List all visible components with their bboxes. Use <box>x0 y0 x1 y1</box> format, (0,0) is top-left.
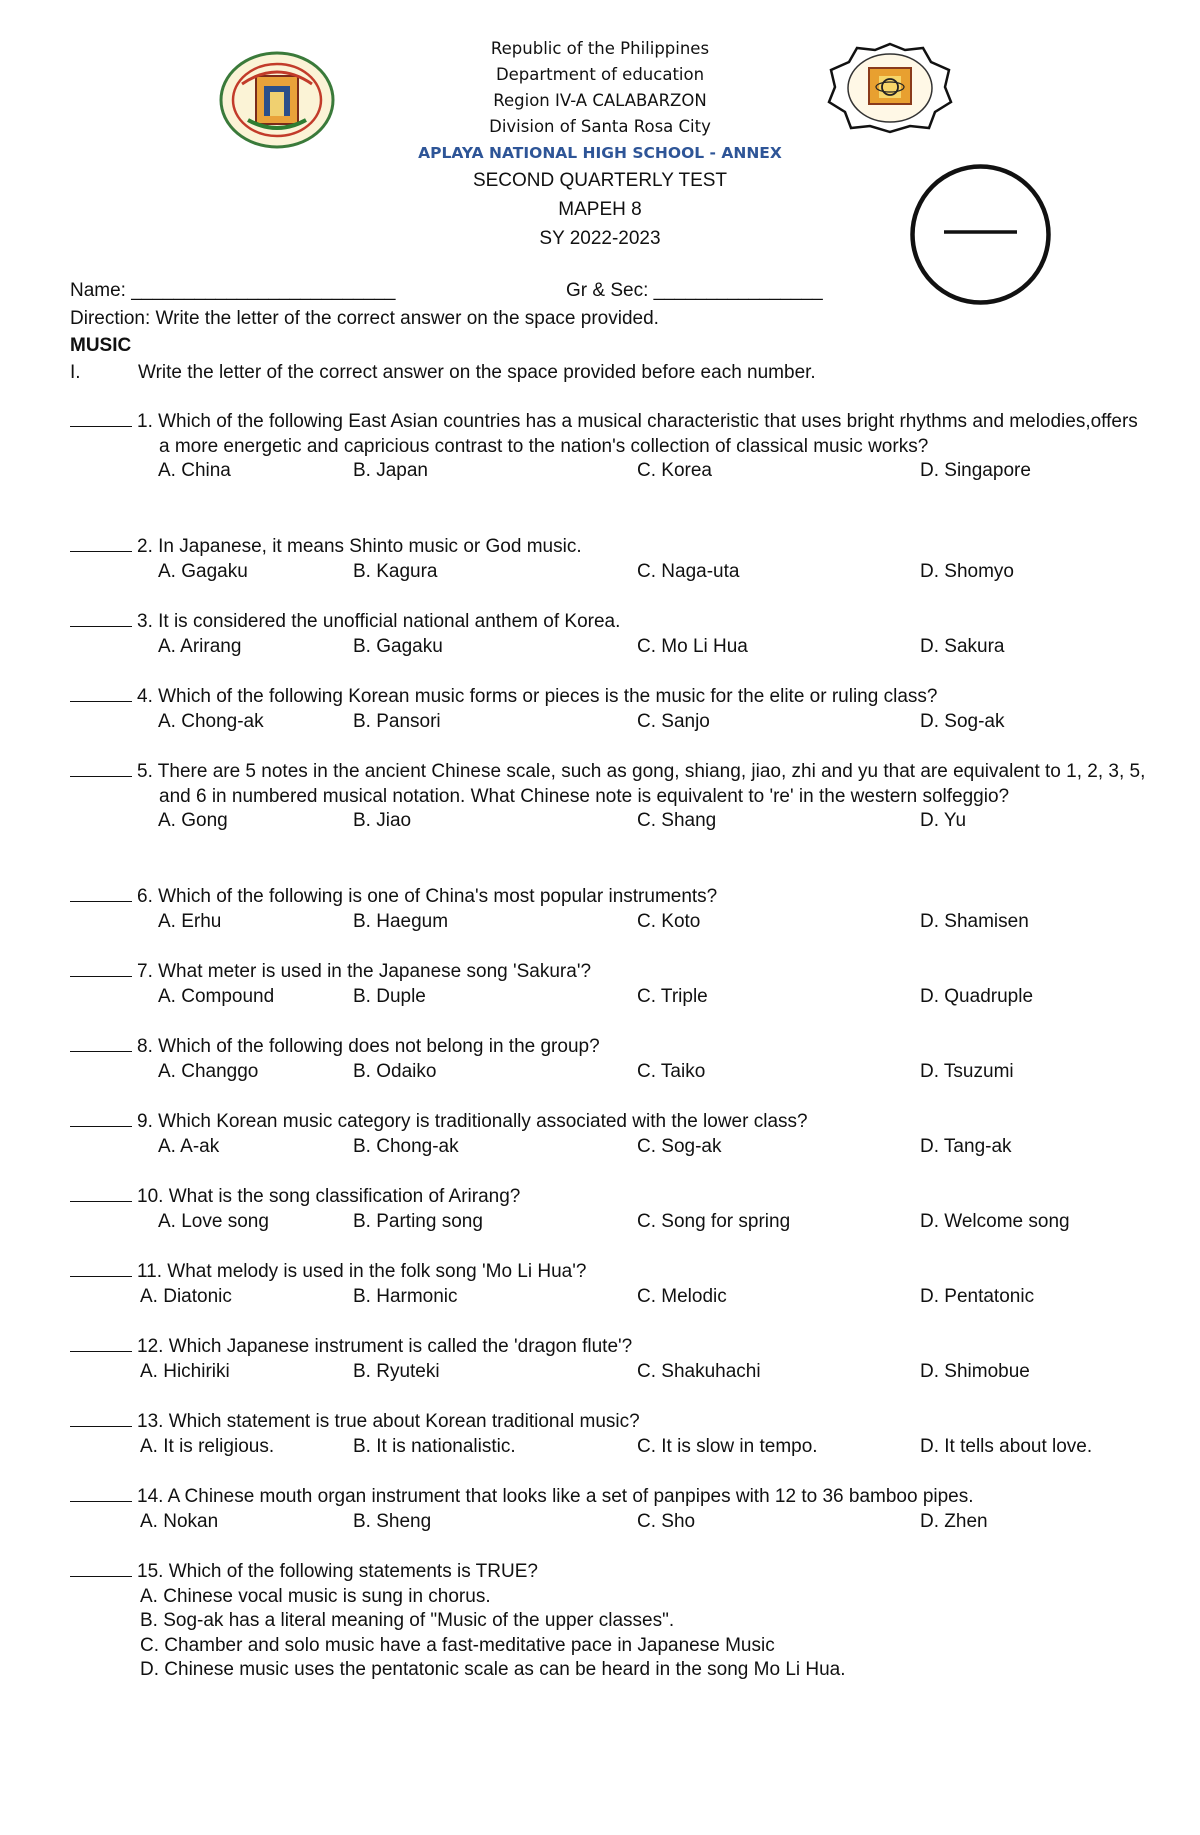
choice-d: D. Chinese music uses the pentatonic scale as can be heard in the song Mo Li Hua. <box>140 1659 846 1680</box>
answer-blank[interactable] <box>70 1185 132 1202</box>
answer-blank[interactable] <box>70 1335 132 1352</box>
choice-b: B. Chong-ak <box>353 1135 459 1157</box>
choice-c: C. Taiko <box>637 1060 706 1082</box>
division-line: Division of Santa Rosa City <box>489 117 711 136</box>
question-item <box>70 760 1150 834</box>
choice-c: C. Shakuhachi <box>637 1360 761 1382</box>
question-text: 13. Which statement is true about Korean traditional music? <box>137 1411 640 1432</box>
choice-b: B. It is nationalistic. <box>353 1435 516 1457</box>
choice-a: A. It is religious. <box>140 1435 275 1457</box>
question-item <box>70 1560 1150 1683</box>
choice-b: B. Harmonic <box>353 1285 458 1307</box>
question-item <box>70 410 1150 484</box>
question-text: 6. Which of the following is one of China's most popular instruments? <box>137 886 718 907</box>
choice-d: D. Yu <box>920 810 967 831</box>
choice-a: A. Chong-ak <box>158 710 264 732</box>
choice-c: C. Sho <box>637 1510 696 1532</box>
answer-blank[interactable] <box>70 1485 132 1502</box>
question-text: 10. What is the song classification of Arirang? <box>137 1186 521 1207</box>
school-name: APLAYA NATIONAL HIGH SCHOOL - ANNEX <box>418 144 782 162</box>
choice-a: A. Gong <box>158 810 228 831</box>
choice-c: C. Sanjo <box>637 710 710 732</box>
choice-c: C. Naga-uta <box>637 560 740 582</box>
answer-blank[interactable] <box>70 535 132 552</box>
choice-d: D. Sakura <box>920 635 1005 657</box>
choice-b: B. Odaiko <box>353 1060 437 1082</box>
subject-title: MAPEH 8 <box>558 199 642 220</box>
question-item <box>70 1185 1150 1235</box>
question-text: 4. Which of the following Korean music forms or pieces is the music for the elite or ruling class? <box>137 686 938 707</box>
score-circle <box>908 162 1053 307</box>
question-text: 5. There are 5 notes in the ancient Chinese scale, such as gong, shiang, jiao, zhi and yu that are equivalent to 1, 2, 3, 5, and 6 in numbered musical notation. What Chinese note is equivalent to 're' in the western solfeggio? <box>137 761 1146 807</box>
choice-a: A. Gagaku <box>158 560 248 582</box>
question-item <box>70 1035 1150 1085</box>
choice-a: A. Changgo <box>158 1060 259 1082</box>
choice-c: C. Koto <box>637 910 701 932</box>
choice-d: D. Welcome song <box>920 1210 1070 1232</box>
question-item <box>70 1485 1150 1535</box>
choice-b: B. Pansori <box>353 710 441 732</box>
choice-b: B. Sog-ak has a literal meaning of "Music of the upper classes". <box>140 1610 675 1631</box>
choice-a: A. Compound <box>158 985 275 1007</box>
instruction-number: I. <box>70 362 81 383</box>
question-text: 12. Which Japanese instrument is called the 'dragon flute'? <box>137 1336 633 1357</box>
question-text: 3. It is considered the unofficial national anthem of Korea. <box>137 611 621 632</box>
answer-blank[interactable] <box>70 1260 132 1277</box>
choice-c: C. Korea <box>637 460 712 481</box>
question-item <box>70 960 1150 1010</box>
choice-c: C. Sog-ak <box>637 1135 722 1157</box>
instruction-text <box>70 362 816 384</box>
document-header <box>300 36 900 253</box>
question-item <box>70 885 1150 935</box>
answer-blank[interactable] <box>70 960 132 977</box>
choice-a: A. Love song <box>158 1210 269 1232</box>
choice-b: B. Ryuteki <box>353 1360 440 1382</box>
answer-blank[interactable] <box>70 1035 132 1052</box>
answer-blank[interactable] <box>70 1110 132 1127</box>
choice-c: C. Shang <box>637 810 717 831</box>
choice-a: A. Diatonic <box>140 1285 232 1307</box>
question-item <box>70 610 1150 660</box>
region-line: Region IV-A CALABARZON <box>493 91 707 110</box>
instruction-body: Write the letter of the correct answer on the space provided before each number. <box>138 362 816 383</box>
answer-blank[interactable] <box>70 1410 132 1427</box>
direction-text: Direction: Write the letter of the correct answer on the space provided. <box>70 308 659 329</box>
choice-b: B. Duple <box>353 985 426 1007</box>
choice-a: A. Hichiriki <box>140 1360 230 1382</box>
answer-blank[interactable] <box>70 610 132 627</box>
question-text: 14. A Chinese mouth organ instrument that looks like a set of panpipes with 12 to 36 bamboo pipes. <box>137 1486 974 1507</box>
answer-blank[interactable] <box>70 410 132 427</box>
choice-d: D. Tsuzumi <box>920 1060 1014 1082</box>
question-item <box>70 1335 1150 1385</box>
choice-d: D. Zhen <box>920 1510 988 1532</box>
choice-a: A. Arirang <box>158 635 242 657</box>
choice-d: D. Shomyo <box>920 560 1014 582</box>
question-text: 2. In Japanese, it means Shinto music or God music. <box>137 536 582 557</box>
answer-blank[interactable] <box>70 1560 132 1577</box>
question-item <box>70 1410 1150 1460</box>
test-title: SECOND QUARTERLY TEST <box>472 170 728 191</box>
choice-b: B. Haegum <box>353 910 449 932</box>
question-item <box>70 1260 1150 1310</box>
choice-a: A. Nokan <box>140 1510 219 1532</box>
choice-d: D. Tang-ak <box>920 1135 1012 1157</box>
choice-d: D. It tells about love. <box>920 1435 1093 1457</box>
question-item <box>70 535 1150 585</box>
choice-d: D. Shamisen <box>920 910 1029 932</box>
choice-b: B. Jiao <box>353 810 412 831</box>
answer-blank[interactable] <box>70 685 132 702</box>
grade-section-field[interactable]: Gr & Sec: ________________ <box>566 280 823 301</box>
choice-d: D. Shimobue <box>920 1360 1030 1382</box>
choice-b: B. Sheng <box>353 1510 432 1532</box>
choice-a: A. Chinese vocal music is sung in chorus. <box>140 1585 491 1607</box>
choice-c: C. It is slow in tempo. <box>637 1435 818 1457</box>
question-item <box>70 685 1150 735</box>
section-heading: MUSIC <box>70 335 132 356</box>
choice-d: D. Singapore <box>920 460 1031 481</box>
choice-d: D. Pentatonic <box>920 1285 1035 1307</box>
choice-b: B. Japan <box>353 460 428 481</box>
question-text: 9. Which Korean music category is traditionally associated with the lower class? <box>137 1111 808 1132</box>
choice-c: C. Melodic <box>637 1285 727 1307</box>
choice-d: D. Sog-ak <box>920 710 1005 732</box>
question-text: 15. Which of the following statements is TRUE? <box>137 1561 538 1582</box>
choice-a: A. Erhu <box>158 910 222 932</box>
question-text: 8. Which of the following does not belong in the group? <box>137 1036 600 1057</box>
question-text: 11. What melody is used in the folk song 'Mo Li Hua'? <box>137 1261 587 1282</box>
choice-b: B. Kagura <box>353 560 438 582</box>
name-field[interactable]: Name: _________________________ <box>70 280 396 301</box>
department-line: Department of education <box>495 65 705 84</box>
republic-line: Republic of the Philippines <box>490 39 710 58</box>
choice-b: B. Gagaku <box>353 635 443 657</box>
question-text: 7. What meter is used in the Japanese song 'Sakura'? <box>137 961 592 982</box>
choice-c: C. Chamber and solo music have a fast-meditative pace in Japanese Music <box>140 1634 775 1656</box>
question-text: 1. Which of the following East Asian countries has a musical characteristic that uses bright rhythms and melodies,offers a more energetic and capricious contrast to the nation's collection of classical music works? <box>137 411 1138 457</box>
school-year: SY 2022-2023 <box>539 228 661 249</box>
choice-d: D. Quadruple <box>920 985 1034 1007</box>
choice-c: C. Song for spring <box>637 1210 791 1232</box>
choice-a: A. A-ak <box>158 1135 220 1157</box>
choice-c: C. Triple <box>637 985 708 1007</box>
question-item <box>70 1110 1150 1160</box>
answer-blank[interactable] <box>70 760 132 777</box>
choice-c: C. Mo Li Hua <box>637 635 748 657</box>
choice-b: B. Parting song <box>353 1210 483 1232</box>
choice-a: A. China <box>158 460 231 481</box>
answer-blank[interactable] <box>70 885 132 902</box>
